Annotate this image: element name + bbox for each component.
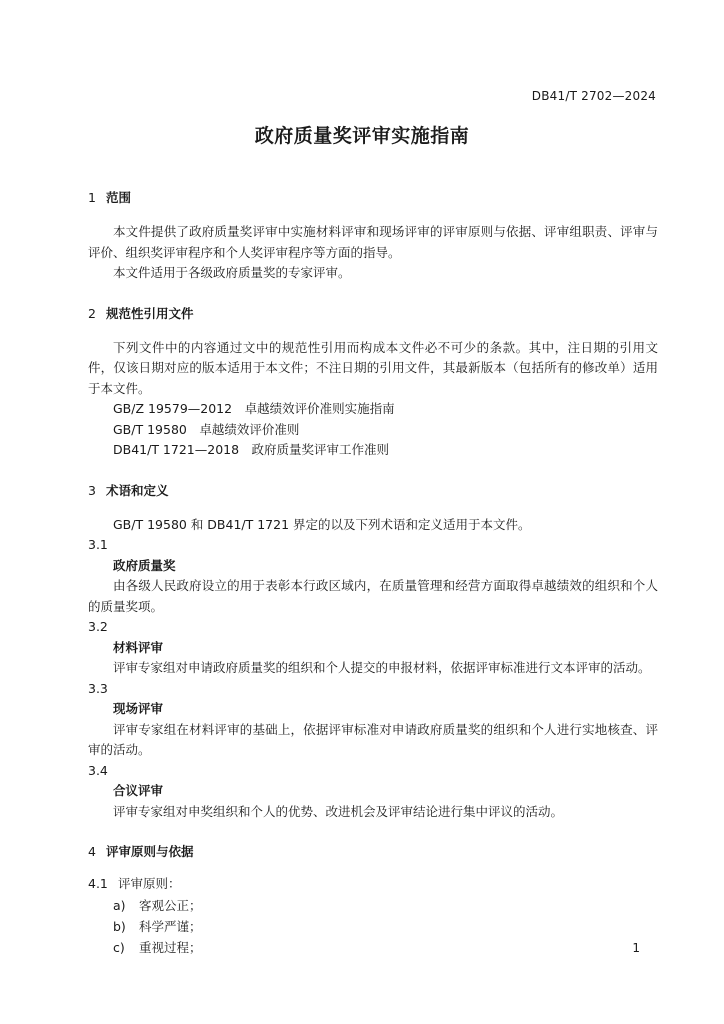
standard-number: DB41/T 2702—2024 (531, 89, 656, 103)
section-title: 评审原则与依据 (106, 844, 194, 859)
list-marker: b) (113, 918, 126, 934)
section-number: 3 (88, 482, 96, 498)
term-name: 现场评审 (113, 701, 164, 716)
section-number: 2 (88, 305, 96, 321)
term-number: 3.1 (88, 537, 108, 552)
section-number: 4 (88, 844, 96, 859)
reference-item: GB/Z 19579—2012 卓越绩效评价准则实施指南 (113, 401, 395, 416)
section-heading-4 (88, 842, 658, 862)
page-number: 1 (632, 941, 640, 955)
document-title: 政府质量奖评审实施指南 (254, 125, 470, 147)
term-name: 合议评审 (113, 783, 164, 798)
term-definition: 评审专家组在材料评审的基础上，依据评审标准对申请政府质量奖的组织和个人进行实地核查、评审的活动。 (88, 721, 658, 757)
section-title: 术语和定义 (106, 482, 169, 498)
reference-item: DB41/T 1721—2018 政府质量奖评审工作准则 (113, 442, 390, 457)
list-marker: a) (113, 897, 126, 913)
list-item (88, 937, 658, 958)
section-heading-2 (88, 304, 658, 324)
list-item-text: 客观公正； (139, 897, 202, 913)
subsection-heading (88, 874, 658, 895)
subsection-title: 评审原则： (118, 876, 181, 891)
list-marker: c) (113, 939, 125, 955)
paragraph: 本文件适用于各级政府质量奖的专家评审。 (113, 265, 351, 280)
section-number: 1 (88, 190, 96, 205)
subsection-number: 4.1 (88, 876, 108, 891)
list-item-text: 重视过程； (139, 939, 202, 955)
reference-item: GB/T 19580 卓越绩效评价准则 (113, 421, 300, 437)
term-definition: 由各级人民政府设立的用于表彰本行政区域内，在质量管理和经营方面取得卓越绩效的组织和个人的质量奖项。 (88, 578, 658, 614)
term-definition: 评审专家组对申请政府质量奖的组织和个人提交的申报材料，依据评审标准进行文本评审的活动。 (113, 660, 651, 675)
section-heading-3 (88, 481, 658, 501)
document-body (88, 184, 658, 958)
term-name: 材料评审 (113, 639, 164, 655)
paragraph: 本文件提供了政府质量奖评审中实施材料评审和现场评审的评审原则与依据、评审组职责、评审与评价、组织奖评审程序和个人奖评审程序等方面的指导。 (88, 224, 658, 260)
list-item (88, 916, 658, 937)
term-number: 3.4 (88, 762, 108, 778)
term-definition: 评审专家组对申奖组织和个人的优势、改进机会及评审结论进行集中评议的活动。 (113, 803, 564, 819)
term-number: 3.2 (88, 619, 108, 634)
list-item-text: 科学严谨； (139, 918, 202, 934)
section-heading-1 (88, 188, 658, 208)
term-number: 3.3 (88, 680, 108, 696)
section-title: 范围 (106, 190, 132, 205)
paragraph: 下列文件中的内容通过文中的规范性引用而构成本文件必不可少的条款。其中，注日期的引用文件，仅该日期对应的版本适用于本文件；不注日期的引用文件，其最新版本（包括所有的修改单）适用于本文件。 (88, 339, 658, 396)
term-name: 政府质量奖 (113, 557, 176, 573)
list-item (88, 895, 658, 916)
section-title: 规范性引用文件 (106, 305, 194, 321)
paragraph: GB/T 19580 和 DB41/T 1721 界定的以及下列术语和定义适用于本文件。 (113, 516, 531, 532)
